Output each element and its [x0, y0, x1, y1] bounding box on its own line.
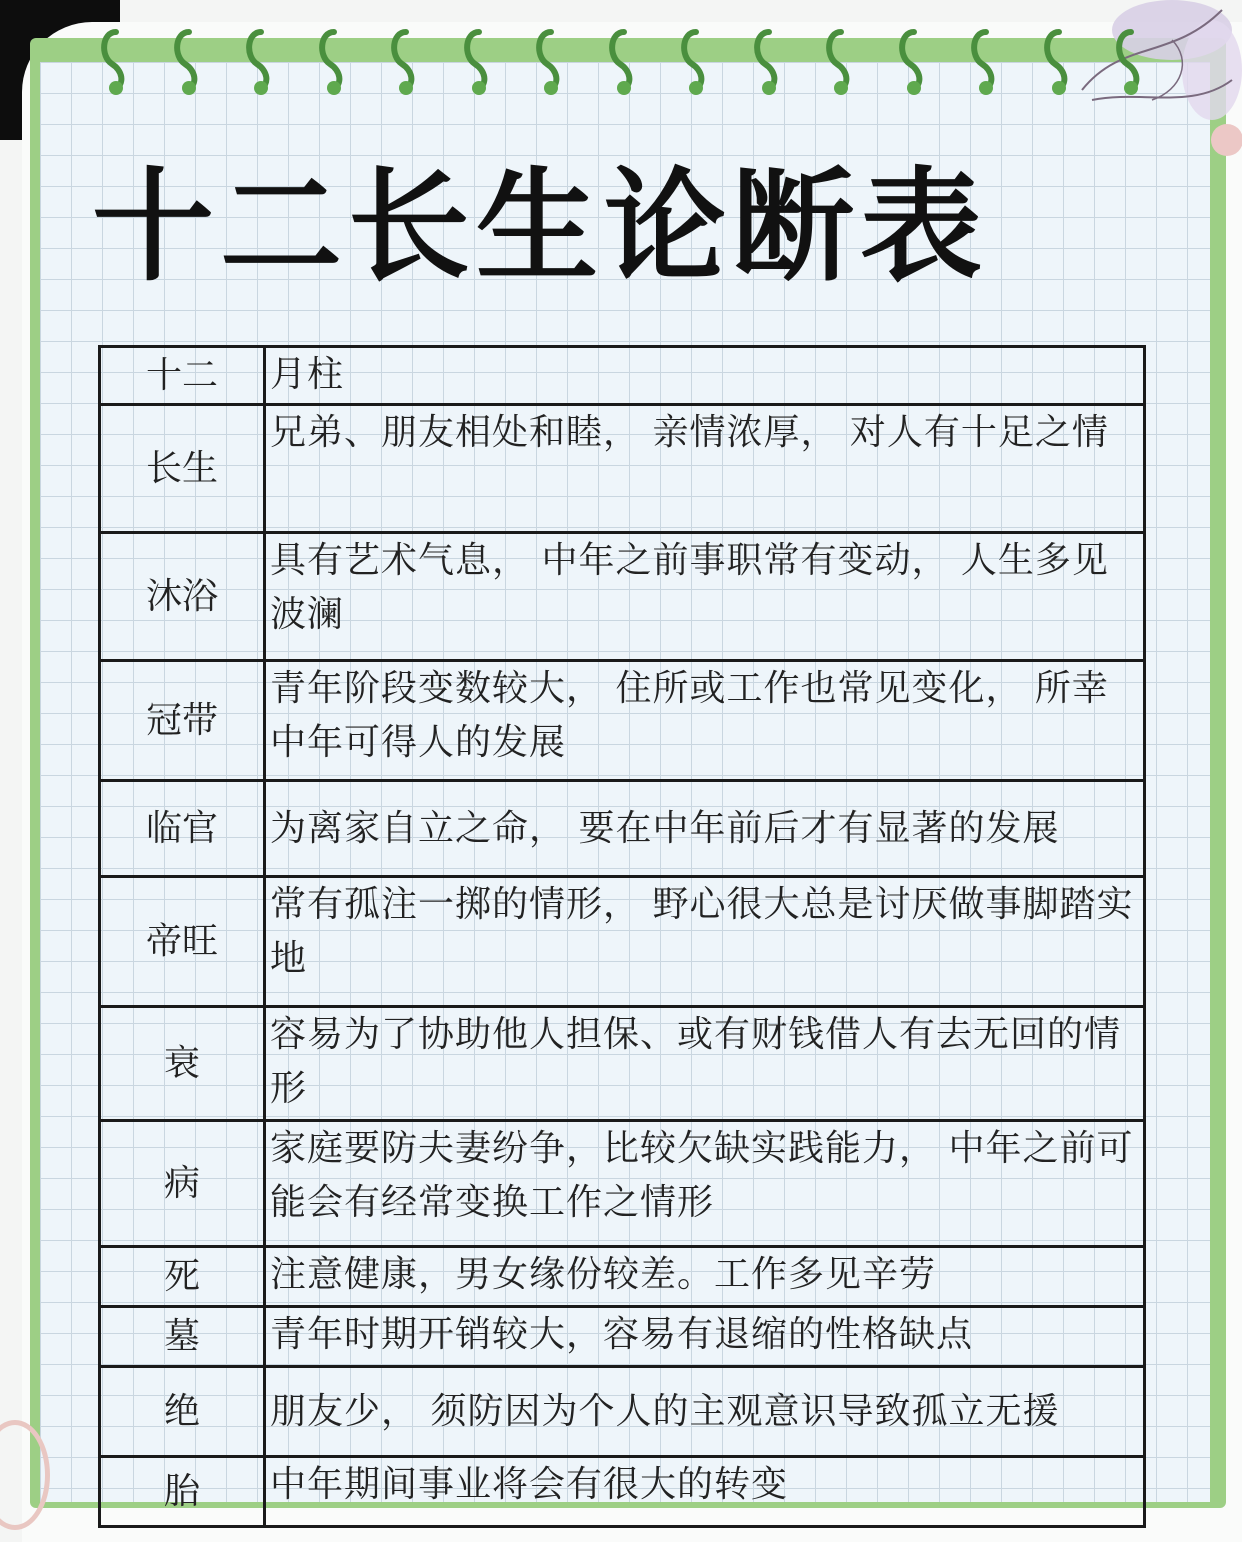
row-key-cell: 死: [100, 1247, 265, 1307]
binding-ring-icon: [169, 26, 209, 98]
row-key-cell: 沐浴: [100, 533, 265, 661]
table-row: [100, 877, 1145, 1007]
row-key-cell: 衰: [100, 1007, 265, 1121]
row-value-cell: 青年时期开销较大，容易有退缩的性格缺点: [265, 1307, 1145, 1367]
header-value-cell: 月柱: [265, 347, 1145, 405]
binding-ring-icon: [894, 26, 934, 98]
binding-ring-icon: [459, 26, 499, 98]
binding-ring-icon: [1111, 26, 1151, 98]
binding-ring-icon: [966, 26, 1006, 98]
table-row: [100, 1007, 1145, 1121]
row-value-cell: 朋友少， 须防因为个人的主观意识导致孤立无援: [265, 1367, 1145, 1457]
row-value-cell: 常有孤注一掷的情形， 野心很大总是讨厌做事脚踏实地: [265, 877, 1145, 1007]
row-key-cell: 长生: [100, 405, 265, 533]
row-value-cell: 青年阶段变数较大， 住所或工作也常见变化， 所幸中年可得人的发展: [265, 661, 1145, 781]
row-key-cell: 病: [100, 1121, 265, 1247]
row-value-cell: 为离家自立之命， 要在中年前后才有显著的发展: [265, 781, 1145, 877]
page-title: 十二长生论断表: [92, 156, 988, 298]
table-row: [100, 1457, 1145, 1527]
binding-ring-icon: [1039, 26, 1079, 98]
binding-ring-icon: [604, 26, 644, 98]
binding-ring-icon: [386, 26, 426, 98]
table-row: [100, 781, 1145, 877]
judgment-table: [98, 345, 1146, 1528]
row-value-cell: 具有艺术气息， 中年之前事职常有变动， 人生多见波澜: [265, 533, 1145, 661]
binding-ring-icon: [531, 26, 571, 98]
row-key-cell: 胎: [100, 1457, 265, 1527]
binding-ring-icon: [314, 26, 354, 98]
row-key-cell: 冠带: [100, 661, 265, 781]
row-key-cell: 临官: [100, 781, 265, 877]
binding-ring-icon: [821, 26, 861, 98]
table-row: [100, 533, 1145, 661]
row-value-cell: 中年期间事业将会有很大的转变: [265, 1457, 1145, 1527]
row-value-cell: 注意健康，男女缘份较差。工作多见辛劳: [265, 1247, 1145, 1307]
spiral-binding: [96, 26, 1176, 106]
row-value-cell: 容易为了协助他人担保、或有财钱借人有去无回的情形: [265, 1007, 1145, 1121]
row-key-cell: 绝: [100, 1367, 265, 1457]
header-key-cell: 十二: [100, 347, 265, 405]
binding-ring-icon: [241, 26, 281, 98]
table-header-row: [100, 347, 1145, 405]
table-row: [100, 1121, 1145, 1247]
table-row: [100, 1367, 1145, 1457]
table-row: [100, 661, 1145, 781]
row-key-cell: 墓: [100, 1307, 265, 1367]
binding-ring-icon: [676, 26, 716, 98]
row-value-cell: 兄弟、朋友相处和睦， 亲情浓厚， 对人有十足之情: [265, 405, 1145, 533]
table-row: [100, 1307, 1145, 1367]
binding-ring-icon: [749, 26, 789, 98]
table-row: [100, 1247, 1145, 1307]
table-row: [100, 405, 1145, 533]
row-key-cell: 帝旺: [100, 877, 265, 1007]
row-value-cell: 家庭要防夫妻纷争，比较欠缺实践能力， 中年之前可能会有经常变换工作之情形: [265, 1121, 1145, 1247]
binding-ring-icon: [96, 26, 136, 98]
